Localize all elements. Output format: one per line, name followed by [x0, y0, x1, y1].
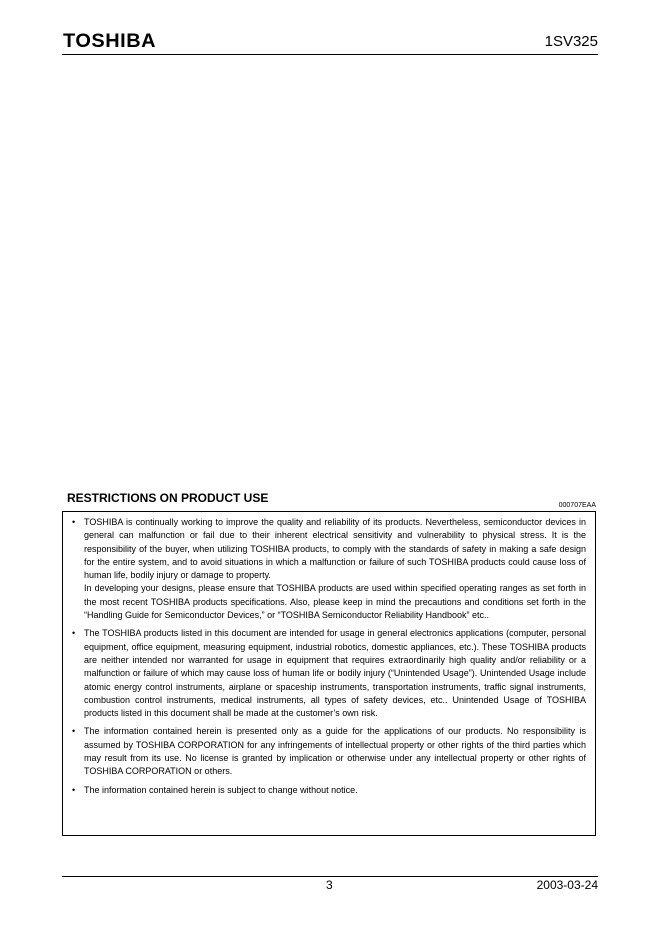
- restriction-item: [72, 725, 586, 778]
- bullet-icon: •: [72, 726, 76, 737]
- restriction-item: [72, 627, 586, 720]
- page-number: 3: [326, 878, 333, 892]
- bullet-icon: •: [72, 628, 76, 639]
- restriction-paragraph: The information contained herein is presented only as a guide for the applications of our products. No responsibility is assumed by TOSHIBA CORPORATION for any infringements of intellectual property or other rights of the third parties which may result from its use. No license is granted by implication or otherwise under any intellectual property or other rights of TOSHIBA CORPORATION or others.: [84, 726, 586, 777]
- bullet-icon: •: [72, 517, 76, 527]
- bullet-icon: •: [72, 784, 76, 795]
- restriction-item: [72, 784, 586, 797]
- page-footer: [62, 876, 598, 895]
- page-header: [62, 30, 598, 55]
- document-code: 000707EAA: [558, 502, 596, 509]
- restrictions-box: [62, 511, 596, 836]
- restriction-paragraph: The information contained herein is subject to change without notice.: [84, 784, 358, 795]
- restriction-paragraph: TOSHIBA is continually working to improve the quality and reliability of its products. Nevertheless, semiconductor devices in general can malfunction or fail due to their inherent electrical sensitivity and vulnerability to physical stress. It is the responsibility of the buyer, when utilizing TOSHIBA products, to comply with the standards of safety in making a safe design for the entire system, and to avoid situations in which a malfunction or failure of such TOSHIBA products could cause loss of human life, bodily injury or damage to property.: [84, 517, 586, 581]
- restriction-item: [72, 516, 586, 622]
- toshiba-logo: TOSHIBA: [63, 31, 157, 52]
- part-number: 1SV325: [544, 33, 598, 50]
- restriction-paragraph: The TOSHIBA products listed in this document are intended for usage in general electronics applications (computer, personal equipment, office equipment, measuring equipment, industrial robotics, domestic appliances, etc.). These TOSHIBA products are neither intended nor warranted for usage in equipment that requires extraordinarily high quality and/or reliability or a malfunction or failure of which may cause loss of human life or bodily injury (“Unintended Usage”). Unintended Usage include atomic energy control instruments, airplane or spaceship instruments, transportation instruments, traffic signal instruments, combustion control instruments, medical instruments, all types of safety devices, etc.. Unintended Usage of TOSHIBA products listed in this document shall be made at the customer’s own risk.: [84, 628, 586, 719]
- footer-date: 2003-03-24: [536, 878, 598, 892]
- restriction-paragraph: In developing your designs, please ensure that TOSHIBA products are used within specified operating ranges as set forth in the most recent TOSHIBA products specifications. Also, please keep in mind the precautions and conditions set forth in the “Handling Guide for Semiconductor Devices,” or “TOSHIBA Semiconductor Reliability Handbook” etc..: [84, 583, 586, 621]
- restrictions-title: RESTRICTIONS ON PRODUCT USE: [67, 491, 269, 505]
